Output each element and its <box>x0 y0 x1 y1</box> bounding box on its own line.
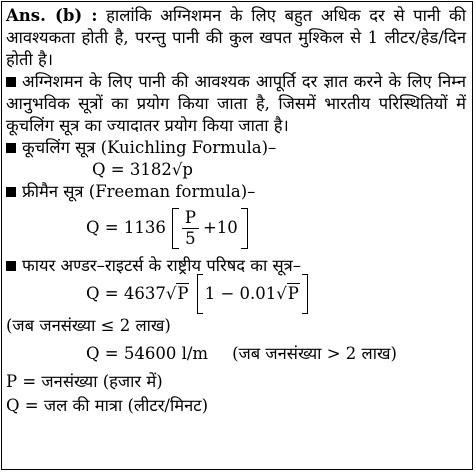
board-bracket: 1 − 0.01√P <box>197 277 308 311</box>
freeman-equation: Q = 1136 $\frac{P}{5}$ +10 <box>6 203 466 253</box>
board-heading: फायर अण्डर–राइटर्स के राष्ट्रीय परिषद का सूत्र– <box>6 255 466 277</box>
formula-intro-paragraph <box>6 71 466 137</box>
answer-text: हालांकि अग्निशमन के लिए बहुत अधिक दर से पानी की आवश्यकता होती है, परन्तु पानी की कुल खपत मुश्किल से 1 लीटर/हेड/दिन होती है। <box>6 6 467 69</box>
large-population-equation: Q = 54600 l/m (जब जनसंख्या > 2 लाख) <box>86 344 397 363</box>
bullet-square-icon <box>6 187 16 197</box>
board-equation: Q = 4637√P 1 − 0.01√P <box>6 277 466 311</box>
bullet-square-icon <box>6 261 16 271</box>
condition-small-population: (जब जनसंख्या ≤ 2 लाख) <box>6 316 171 335</box>
bullet-square-icon <box>6 143 16 153</box>
freeman-fraction: $\frac{P}{5}$ <box>182 208 199 249</box>
definition-q: Q = जल की मात्रा (लीटर/मिनट) <box>6 396 209 415</box>
formula-intro-text: अग्निशमन के लिए पानी की आवश्यक आपूर्ति दर ज्ञात करने के लिए निम्न आनुभविक सूत्रों का प्रयोग किया जाता है, जिसमें भारतीय परिस्थितियों में कूचलिंग सूत्र का ज्यादातर प्रयोग किया जाता है। <box>6 72 466 135</box>
bullet-square-icon <box>6 77 16 87</box>
answer-paragraph <box>6 5 466 71</box>
sqrt-sign: √ <box>171 160 183 179</box>
kuichling-equation: Q = 3182√p <box>92 160 193 179</box>
definition-p: P = जनसंख्या (हजार में) <box>6 372 163 391</box>
freeman-bracket: $\frac{P}{5}$ +10 <box>172 208 248 249</box>
answer-box <box>1 1 473 470</box>
answer-label: Ans. (b) : <box>6 6 98 25</box>
kuichling-heading: कूचलिंग सूत्र (Kuichling Formula)– <box>6 137 466 159</box>
freeman-heading: फ्रीमैन सूत्र (Freeman formula)– <box>6 181 466 203</box>
